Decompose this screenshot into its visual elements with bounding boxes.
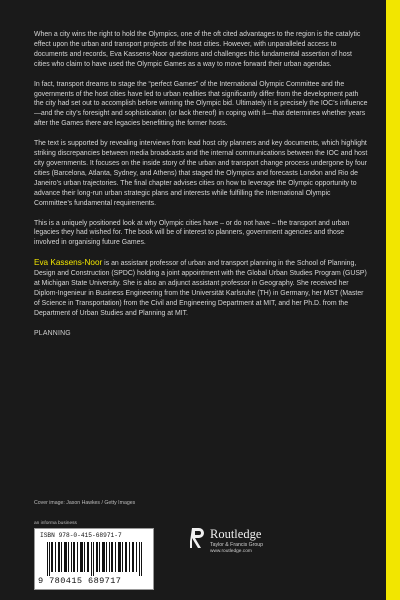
publisher-name: Routledge xyxy=(210,527,262,541)
author-bio-text: is an assistant professor of urban and transport planning in the School of Planning, Design and Construction (SPDC) holding a joint appointment with the Global Urban Studies Program (GUSP) at Michigan State University. She is also an adjunct assistant professor in Geography. She received her Diplom-Ingenieur in Business Engineering from the Universität Karlsruhe (TH) in Germany, her MST (Master of Science in Transportation) from the Civil and Engineering Department at MIT, and her Ph.D. from the Department of Urban Studies and Planning at MIT. xyxy=(34,260,367,317)
blurb-paragraph-2: In fact, transport dreams to stage the “perfect Games” of the International Olympic Committee and the governments of the host cities have led to urban realities that significantly differ from the development path the city had set out to accomplish before winning the Olympic bid. Ultimately it is precisely the IOC’s influence—and the city’s foresight and sophistication (or lack thereof) in coping with it—that determines whether years after the Games there are legacies benefitting the former hosts. xyxy=(34,80,368,128)
accent-stripe xyxy=(386,0,400,600)
author-name: Eva Kassens-Noor xyxy=(34,258,103,268)
blurb-paragraph-3: The text is supported by revealing interviews from lead host city planners and key documents, which highlight striking discrepancies between media broadcasts and the internal communications between the IOC and host city governments. It focuses on the inside story of the urban and transport change process undergone by four cities (Barcelona, Atlanta, Sydney, and Athens) that staged the Olympics and forecasts London and Rio de Janeiro’s urban trajectories. The final chapter advises cities on how to leverage the Olympic opportunity to advance their long-run urban strategic plans and interests while fulfilling the International Olympic Committee’s fundamental requirements. xyxy=(34,140,368,207)
informa-tagline: an informa business xyxy=(34,521,77,526)
isbn-text: ISBN 978-0-415-68971-7 xyxy=(40,532,122,539)
publisher-url[interactable]: www.routledge.com xyxy=(210,549,252,554)
ean-digits: 9 780415 689717 xyxy=(38,576,122,586)
cover-credit: Cover image: Jason Hawkes / Getty Images xyxy=(34,500,136,506)
publisher-logo xyxy=(190,524,310,564)
blurb-paragraph-1: When a city wins the right to hold the Olympics, one of the oft cited advantages to the region is the catalytic effect upon the urban and transport projects of the host cities. However, with unparalleled access to documents and records, Eva Kassens-Noor questions and challenges this fundamental assertion of host cities who claim to have used the Olympic Games as a way to move forward their urban agendas. xyxy=(34,31,361,68)
barcode-label xyxy=(34,528,154,590)
barcode-icon xyxy=(47,542,143,576)
back-cover-text xyxy=(34,30,369,339)
blurb-paragraph-4: This is a uniquely positioned look at why Olympic cities have – or do not have – the transport and urban legacies they had wished for. The book will be of interest to planners, government agencies and those involved in organising future Games. xyxy=(34,219,350,247)
subject-category: PLANNING xyxy=(34,329,71,337)
routledge-logo-icon xyxy=(190,526,206,550)
author-bio xyxy=(34,258,369,318)
publisher-group: Taylor & Francis Group xyxy=(210,542,264,548)
